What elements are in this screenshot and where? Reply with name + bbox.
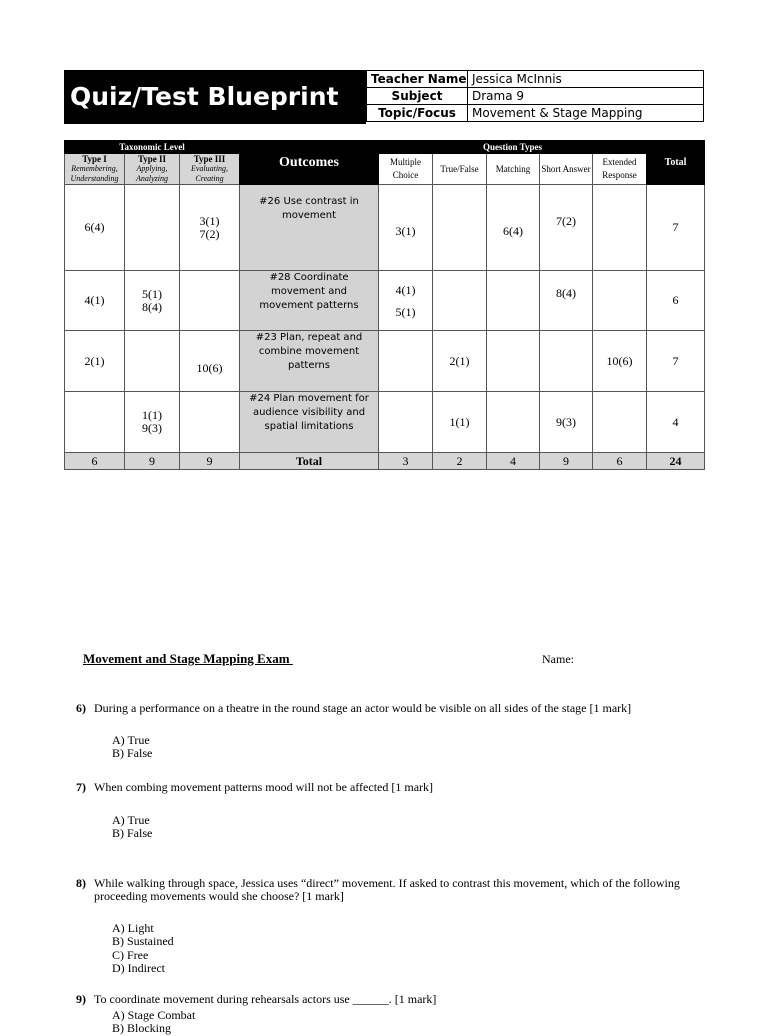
question-number: 7) bbox=[76, 780, 86, 794]
total-true-false: 2 bbox=[433, 453, 487, 470]
question-6-options bbox=[112, 734, 152, 761]
subject-value: Drama 9 bbox=[468, 88, 704, 105]
question-number: 9) bbox=[76, 992, 86, 1006]
table-row bbox=[65, 271, 705, 331]
cell-short-answer: 9(3) bbox=[540, 392, 593, 453]
total-type-i: 6 bbox=[65, 453, 125, 470]
option[interactable]: B) Blocking bbox=[112, 1021, 171, 1036]
grand-total: 24 bbox=[647, 453, 705, 470]
cell-type-iii bbox=[180, 392, 240, 453]
cell-total: 4 bbox=[647, 392, 705, 453]
outcomes-header: Outcomes bbox=[240, 141, 379, 185]
question-number: 8) bbox=[76, 876, 86, 890]
cell-total: 7 bbox=[647, 331, 705, 392]
cell-type-iii: 10(6) bbox=[180, 331, 240, 392]
exam-title: Movement and Stage Mapping Exam bbox=[83, 651, 293, 666]
cell-type-i: 6(4) bbox=[65, 185, 125, 271]
cell-multiple-choice: 3(1) bbox=[379, 185, 433, 271]
table-row bbox=[65, 331, 705, 392]
type-i-header: Type I Remembering, Understanding bbox=[65, 154, 125, 185]
cell-type-i bbox=[65, 392, 125, 453]
cell-type-ii bbox=[125, 331, 180, 392]
outcome-cell: #23 Plan, repeat and combine movement patterns bbox=[240, 331, 379, 392]
qt-multiple-choice: Multiple Choice bbox=[379, 154, 433, 185]
cell-multiple-choice: 4(1) 5(1) bbox=[379, 271, 433, 331]
total-matching: 4 bbox=[487, 453, 540, 470]
type-ii-header: Type II Applying, Analyzing bbox=[125, 154, 180, 185]
question-8-options bbox=[112, 922, 174, 975]
cell-total: 7 bbox=[647, 185, 705, 271]
option[interactable]: D) Indirect bbox=[112, 960, 165, 975]
cell-extended-response bbox=[593, 271, 647, 331]
cell-extended-response: 10(6) bbox=[593, 331, 647, 392]
totals-label: Total bbox=[240, 453, 379, 470]
cell-matching bbox=[487, 271, 540, 331]
cell-multiple-choice bbox=[379, 331, 433, 392]
table-row bbox=[65, 185, 705, 271]
table-row bbox=[65, 392, 705, 453]
total-multiple-choice: 3 bbox=[379, 453, 433, 470]
cell-true-false: 1(1) bbox=[433, 392, 487, 453]
cell-matching: 6(4) bbox=[487, 185, 540, 271]
option[interactable]: A) Stage Combat bbox=[112, 1008, 196, 1022]
option[interactable]: C) Free bbox=[112, 947, 149, 962]
outcome-cell: #24 Plan movement for audience visibility and spatial limitations bbox=[240, 392, 379, 453]
info-table bbox=[366, 70, 704, 122]
total-type-ii: 9 bbox=[125, 453, 180, 470]
cell-type-ii: 1(1) 9(3) bbox=[125, 392, 180, 453]
cell-type-iii bbox=[180, 271, 240, 331]
type-iii-header: Type III Evaluating, Creating bbox=[180, 154, 240, 185]
topic-label: Topic/Focus bbox=[367, 105, 468, 122]
outcome-cell: #26 Use contrast in movement bbox=[240, 185, 379, 271]
total-short-answer: 9 bbox=[540, 453, 593, 470]
outcome-cell: #28 Coordinate movement and movement patterns bbox=[240, 271, 379, 331]
cell-type-ii bbox=[125, 185, 180, 271]
option[interactable]: B) False bbox=[112, 826, 153, 841]
question-text: While walking through space, Jessica uses “direct” movement. If asked to contrast this movement, which of the following bbox=[94, 876, 680, 890]
subject-label: Subject bbox=[367, 88, 468, 105]
cell-true-false bbox=[433, 185, 487, 271]
teacher-row bbox=[367, 71, 704, 88]
option[interactable]: A) Light bbox=[112, 921, 154, 935]
question-text: When combing movement patterns mood will not be affected [1 mark] bbox=[94, 780, 434, 794]
option[interactable]: B) Sustained bbox=[112, 934, 174, 949]
taxonomic-level-header: Taxonomic Level bbox=[65, 141, 240, 154]
qt-short-answer: Short Answer bbox=[540, 154, 593, 185]
question-9-options bbox=[112, 1009, 195, 1036]
option[interactable]: A) True bbox=[112, 733, 150, 747]
cell-type-i: 2(1) bbox=[65, 331, 125, 392]
question-7 bbox=[76, 781, 696, 794]
cell-type-i: 4(1) bbox=[65, 271, 125, 331]
cell-true-false: 2(1) bbox=[433, 331, 487, 392]
teacher-label: Teacher Name bbox=[367, 71, 468, 88]
cell-short-answer: 7(2) bbox=[540, 185, 593, 271]
question-9 bbox=[76, 993, 696, 1006]
question-6 bbox=[76, 702, 696, 715]
question-8 bbox=[76, 877, 696, 903]
question-text: To coordinate movement during rehearsals actors use ______. [1 mark] bbox=[94, 992, 437, 1006]
blueprint-table bbox=[64, 140, 705, 470]
qt-extended-response: Extended Response bbox=[593, 154, 647, 185]
totals-row bbox=[65, 453, 705, 470]
qt-true-false: True/False bbox=[433, 154, 487, 185]
cell-type-iii: 3(1) 7(2) bbox=[180, 185, 240, 271]
question-types-header: Question Types bbox=[379, 141, 647, 154]
blueprint-title: Quiz/Test Blueprint bbox=[64, 70, 366, 124]
cell-matching bbox=[487, 331, 540, 392]
teacher-value: Jessica McInnis bbox=[468, 71, 704, 88]
total-extended-response: 6 bbox=[593, 453, 647, 470]
question-text-continued: proceeding movements would she choose? [1 mark] bbox=[94, 889, 344, 903]
option[interactable]: B) False bbox=[112, 746, 153, 761]
question-text: During a performance on a theatre in the round stage an actor would be visible on all sides of the stage [1 mark] bbox=[94, 701, 632, 715]
cell-total: 6 bbox=[647, 271, 705, 331]
cell-true-false bbox=[433, 271, 487, 331]
cell-extended-response bbox=[593, 185, 647, 271]
option[interactable]: A) True bbox=[112, 813, 150, 827]
total-type-iii: 9 bbox=[180, 453, 240, 470]
cell-matching bbox=[487, 392, 540, 453]
subject-row bbox=[367, 88, 704, 105]
cell-short-answer: 8(4) bbox=[540, 271, 593, 331]
name-label: Name: bbox=[542, 652, 574, 666]
question-number: 6) bbox=[76, 701, 86, 715]
qt-matching: Matching bbox=[487, 154, 540, 185]
cell-extended-response bbox=[593, 392, 647, 453]
cell-type-ii: 5(1) 8(4) bbox=[125, 271, 180, 331]
question-7-options bbox=[112, 814, 152, 841]
topic-value: Movement & Stage Mapping bbox=[468, 105, 704, 122]
cell-multiple-choice bbox=[379, 392, 433, 453]
topic-row bbox=[367, 105, 704, 122]
total-header: Total bbox=[647, 141, 705, 185]
cell-short-answer bbox=[540, 331, 593, 392]
